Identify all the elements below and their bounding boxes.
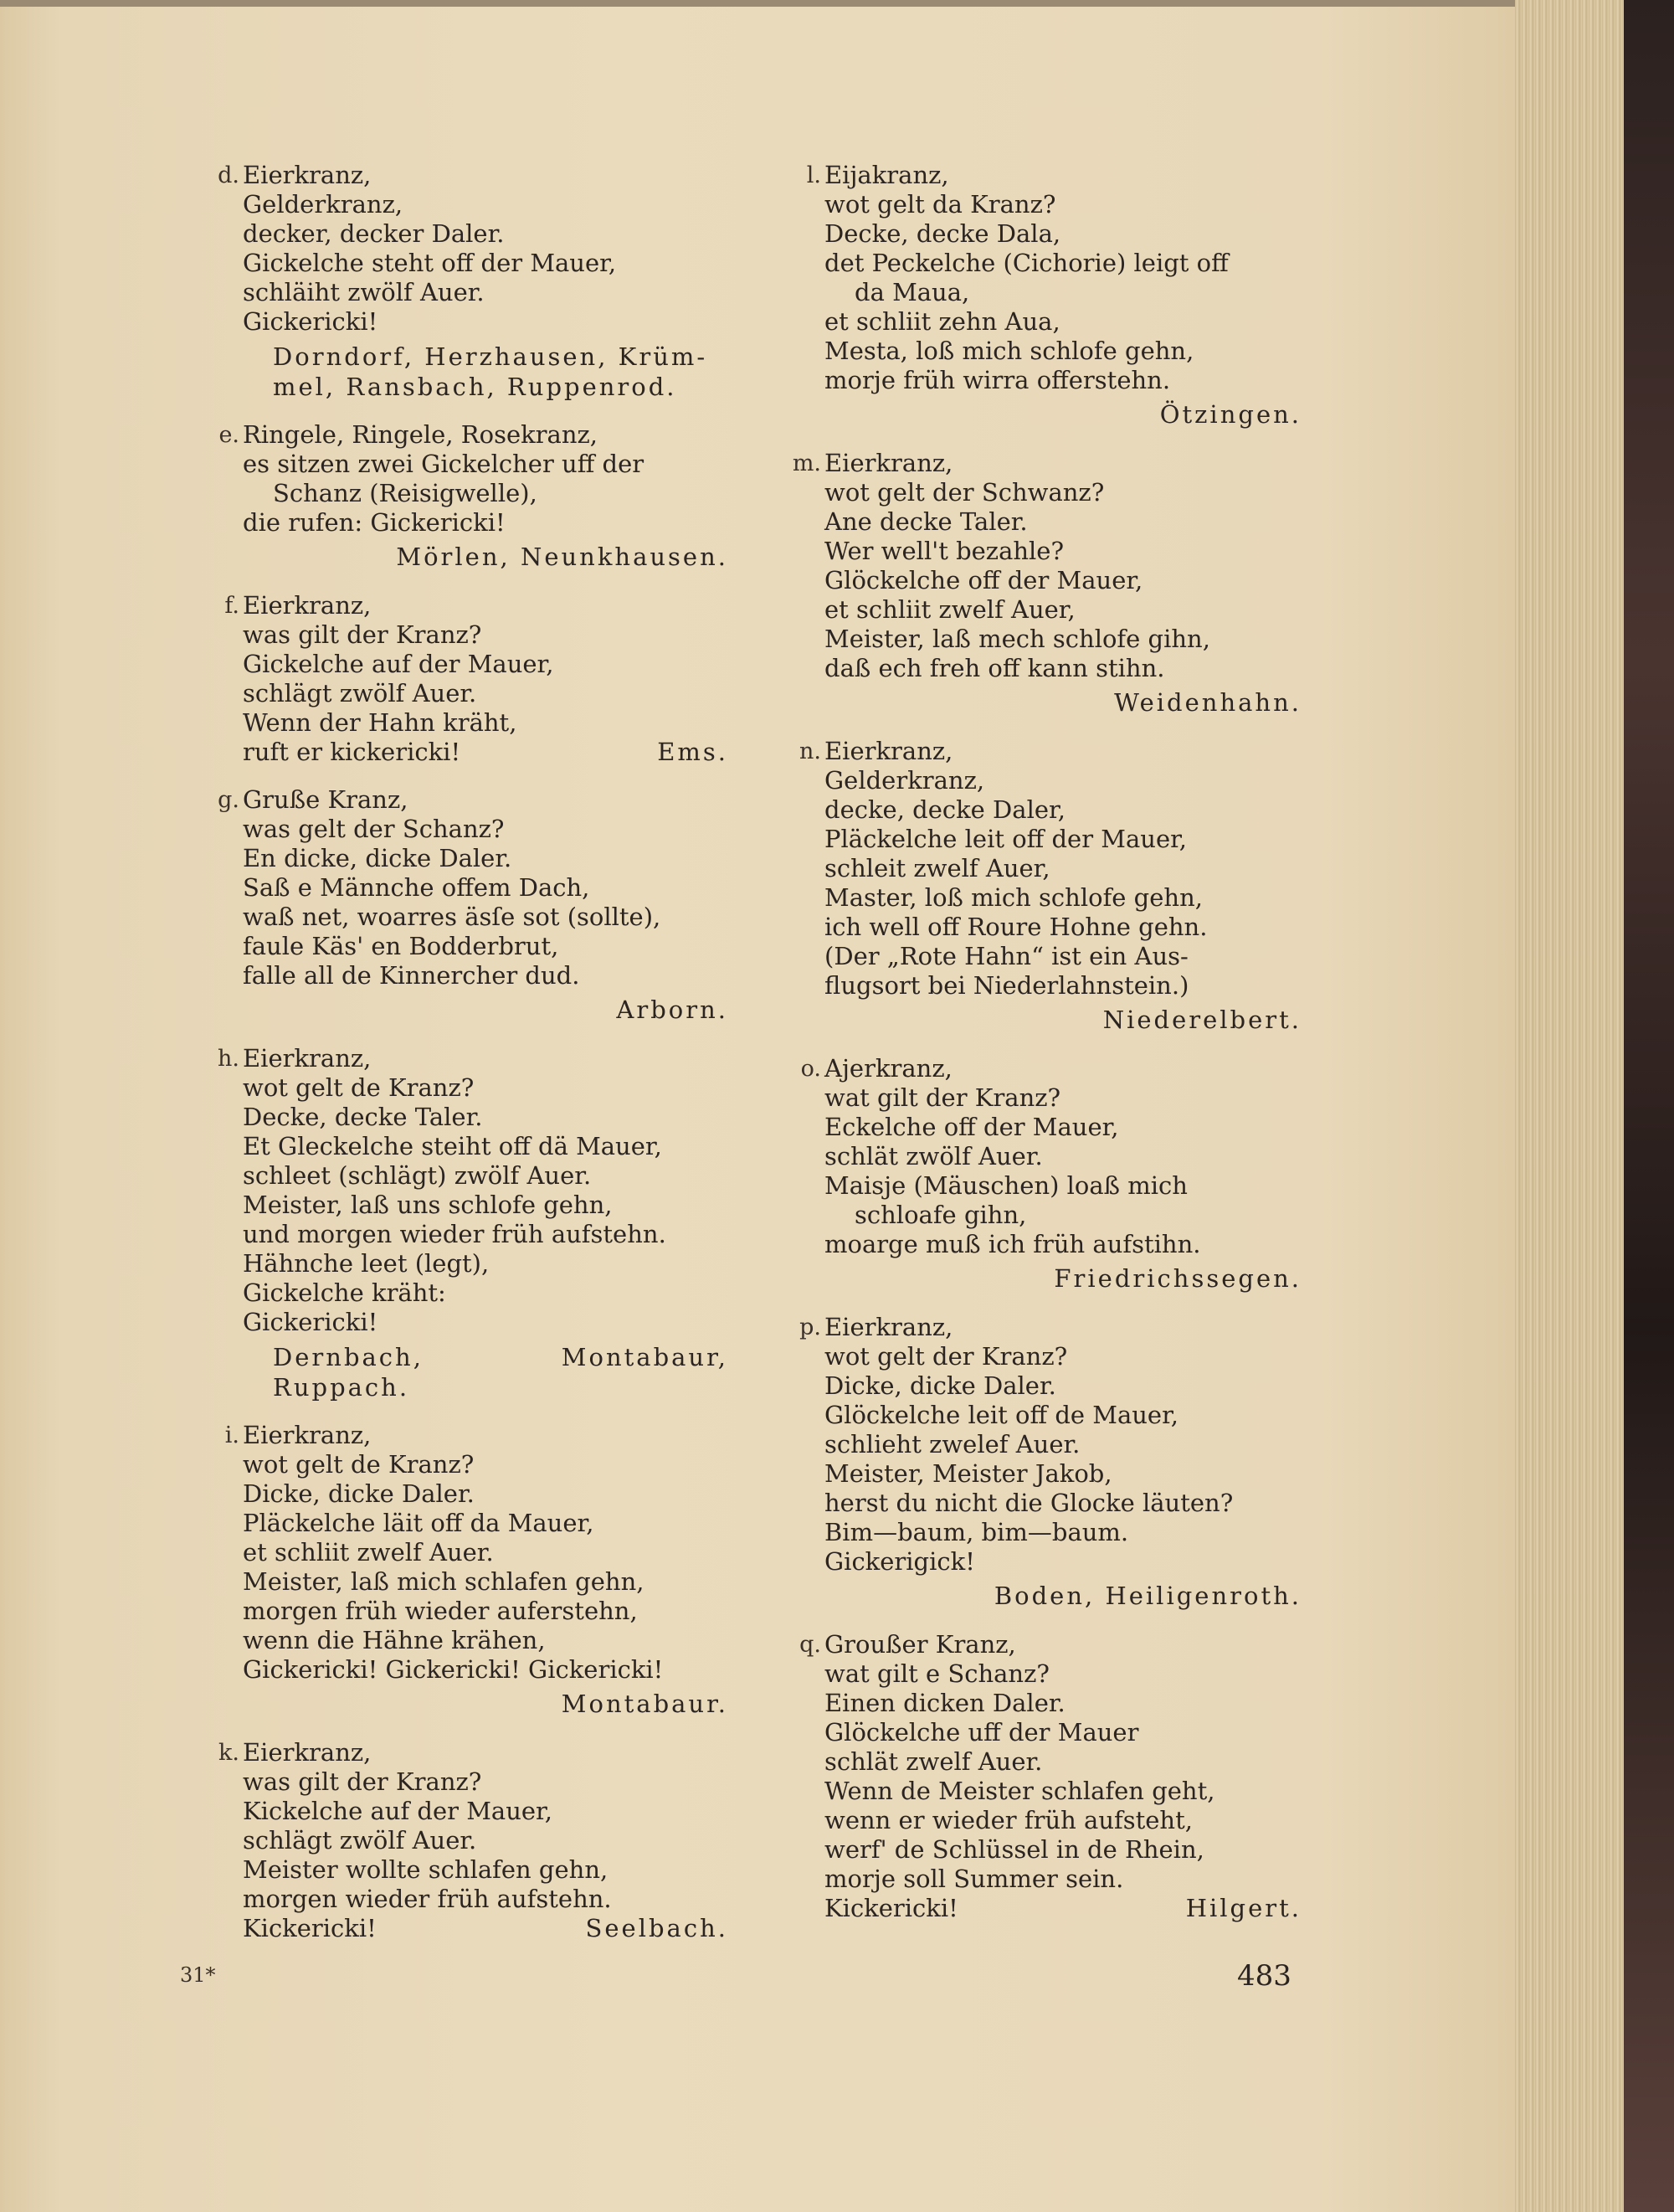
verse-letter: m.: [792, 450, 821, 476]
verse-line: et schliit zwelf Auer,: [824, 595, 1076, 624]
verse-line: En dicke, dicke Daler.: [243, 844, 512, 872]
verse-line: was gilt der Kranz?: [243, 620, 482, 649]
verse-line: waß net, woarres äsſe sot (sollte),: [243, 903, 661, 931]
verse-line: Wenn de Meister schlafen geht,: [824, 1777, 1215, 1805]
verse-line: Gelderkranz,: [824, 766, 985, 795]
verse-line: Eierkranz,: [243, 591, 372, 620]
place-name: Mörlen, Neunkhausen.: [396, 543, 728, 571]
verse-line: Eierkranz,: [243, 1738, 372, 1767]
verse-line: wenn er wieder früh aufsteht,: [824, 1806, 1193, 1834]
verse-line: Wenn der Hahn kräht,: [243, 708, 517, 737]
place-names: [243, 1342, 728, 1372]
verse-letter: n.: [799, 738, 821, 764]
verse-line: da Maua,: [855, 278, 970, 306]
place-name: Arborn.: [616, 995, 728, 1024]
verse-line: Gickelche kräht:: [243, 1278, 446, 1307]
verse-line: wenn die Hähne krähen,: [243, 1626, 546, 1654]
verse-line: Gruße Kranz,: [243, 785, 408, 814]
verse-line: Eijakranz,: [824, 161, 949, 189]
verse-line: schlät zwelf Auer.: [824, 1747, 1043, 1776]
verse-letter: i.: [224, 1422, 239, 1448]
verse-line: Wer well't bezahle?: [824, 537, 1065, 565]
verse-line: Meister, laß mech schlofe gihn,: [824, 625, 1210, 653]
verse-line: Eierkranz,: [824, 737, 953, 765]
verse-line: Glöckelche uff der Mauer: [824, 1718, 1139, 1746]
top-edge: [0, 0, 1553, 7]
verse-line: Eckelche off der Mauer,: [824, 1113, 1119, 1141]
verse-line: Kickericki!: [243, 1914, 377, 1942]
verse-entry: [800, 1054, 1302, 1294]
page-stack-edge: [1515, 0, 1624, 2212]
verse-line: Eierkranz,: [243, 161, 372, 189]
verse-line: Meister, laß uns schlofe gehn,: [243, 1191, 613, 1219]
verse-line: Decke, decke Dala,: [824, 219, 1061, 248]
verse-line: ruft er kickericki!: [243, 738, 461, 766]
verse-line: Saß e Männche offem Dach,: [243, 873, 590, 902]
verse-line: Kickelche auf der Mauer,: [243, 1797, 552, 1825]
verse-letter: h.: [218, 1046, 239, 1072]
verse-line: Schanz (Reisigwelle),: [273, 479, 537, 507]
verse-line: morje früh wirra offerstehn.: [824, 366, 1171, 394]
place-name: Boden, Heiligenroth.: [994, 1582, 1302, 1610]
verse-line: wat gilt e Schanz?: [824, 1659, 1050, 1688]
place-name: Ruppach.: [273, 1373, 410, 1402]
right-column: [792, 161, 1302, 1942]
verse-line: schlieht zwelef Auer.: [824, 1430, 1081, 1458]
verse-line: Maisje (Mäuschen) loaß mich: [824, 1171, 1188, 1200]
verse-line: Eierkranz,: [824, 1313, 953, 1341]
verse-line: falle all de Kinnercher dud.: [243, 961, 580, 990]
verse-line: Eierkranz,: [824, 449, 953, 477]
verse-line: werf' de Schlüssel in de Rhein,: [824, 1835, 1204, 1864]
verse-line: Master, loß mich schlofe gehn,: [824, 883, 1203, 912]
place-name: Dernbach,: [273, 1343, 424, 1371]
verse-line: Glöckelche leit off de Mauer,: [824, 1401, 1178, 1429]
verse-line: Dicke, dicke Daler.: [824, 1371, 1056, 1400]
verse-line: Gickelche auf der Mauer,: [243, 650, 554, 678]
verse-entry: [218, 1044, 728, 1402]
verse-line: faule Käs' en Bodderbrut,: [243, 932, 559, 960]
verse-line-with-place: [243, 738, 728, 767]
place-name: Dorndorf, Herzhausen, Krüm-: [273, 342, 708, 371]
verse-letter: f.: [224, 593, 239, 619]
verse-line: schleit zwelf Auer,: [824, 854, 1050, 882]
verse-entry: [218, 785, 728, 1026]
verse-line: Decke, decke Taler.: [243, 1103, 483, 1131]
place-name: Seelbach.: [585, 1914, 728, 1942]
verse-letter: k.: [218, 1740, 239, 1766]
verse-line: det Peckelche (Cichorie) leigt off: [824, 249, 1229, 277]
verse-line: Meister, Meister Jakob,: [824, 1459, 1112, 1488]
place-name: Ötzingen.: [1159, 400, 1302, 429]
verse-entry: [799, 1313, 1302, 1612]
place-name: Friedrichssegen.: [1054, 1264, 1302, 1293]
verse-line: Kickericki!: [824, 1894, 958, 1922]
verse-line: wat gilt der Kranz?: [824, 1083, 1061, 1112]
verse-line: herst du nicht die Glocke läuten?: [824, 1489, 1234, 1517]
verse-entry: [224, 1421, 728, 1720]
verse-line: Mesta, loß mich schlofe gehn,: [824, 337, 1194, 365]
verse-letter: o.: [800, 1056, 821, 1082]
verse-line: schlät zwölf Auer.: [824, 1142, 1043, 1170]
verse-line: (Der „Rote Hahn“ ist ein Aus-: [824, 942, 1189, 970]
verse-line: Glöckelche off der Mauer,: [824, 566, 1143, 594]
verse-line: es sitzen zwei Gickelcher uff der: [243, 450, 644, 478]
verse-line: Meister, laß mich schlafen gehn,: [243, 1567, 644, 1596]
verse-line: Eierkranz,: [243, 1044, 372, 1073]
verse-line: Gickericki!: [243, 1308, 378, 1336]
verse-line: und morgen wieder früh aufstehn.: [243, 1220, 666, 1248]
verse-entry: [799, 1630, 1302, 1923]
verse-line: Ane decke Taler.: [824, 507, 1028, 536]
verse-entry: [218, 1738, 728, 1943]
verse-line: Bim—baum, bim—baum.: [824, 1518, 1129, 1546]
place-name: Niederelbert.: [1102, 1006, 1302, 1034]
verse-line: moarge muß ich früh aufstihn.: [824, 1230, 1201, 1258]
book-cover: [1624, 0, 1674, 2212]
verse-line: Eierkranz,: [243, 1421, 372, 1449]
verse-letter: e.: [218, 422, 239, 448]
signature-mark: 31*: [180, 1963, 216, 1987]
verse-letter: p.: [799, 1314, 821, 1340]
verse-line: morje soll Summer sein.: [824, 1865, 1124, 1893]
verse-letter: d.: [218, 162, 239, 188]
verse-line: was gelt der Schanz?: [243, 815, 505, 843]
place-name: Hilgert.: [1185, 1894, 1302, 1922]
verse-line: wot gelt der Kranz?: [824, 1342, 1068, 1371]
verse-line: et schliit zehn Aua,: [824, 307, 1060, 336]
verse-line: Pläckelche läit off da Mauer,: [243, 1509, 594, 1537]
verse-line: die rufen: Gickericki!: [243, 508, 506, 537]
place-name: Montabaur,: [561, 1343, 728, 1371]
page-number: 483: [1237, 1959, 1291, 1993]
verse-line: decker, decker Daler.: [243, 219, 505, 248]
verse-line: Ajerkranz,: [824, 1054, 953, 1083]
verse-line: Einen dicken Daler.: [824, 1689, 1066, 1717]
verse-line: morgen wieder früh aufstehn.: [243, 1885, 612, 1913]
verse-line: schlägt zwölf Auer.: [243, 1826, 477, 1854]
verse-line: Groußer Kranz,: [824, 1630, 1016, 1659]
verse-line: schleet (schlägt) zwölf Auer.: [243, 1161, 592, 1190]
left-column: [218, 161, 728, 1962]
verse-entry: [799, 737, 1302, 1036]
verse-entry: [792, 449, 1302, 718]
verse-line-with-place: [243, 1914, 728, 1943]
verse-line: Hähnche leet (legt),: [243, 1249, 490, 1278]
verse-entry: [224, 591, 728, 767]
verse-line: Pläckelche leit off der Mauer,: [824, 825, 1188, 853]
place-name: Montabaur.: [561, 1690, 728, 1718]
place-name: Weidenhahn.: [1114, 688, 1302, 717]
verse-line: wot gelt de Kranz?: [243, 1073, 475, 1102]
verse-line-with-place: [824, 1894, 1302, 1923]
verse-line: ich well off Roure Hohne gehn.: [824, 913, 1208, 941]
verse-line: Meister wollte schlafen gehn,: [243, 1855, 608, 1884]
verse-line: Ringele, Ringele, Rosekranz,: [243, 420, 598, 449]
verse-line: daß ech freh off kann stihn.: [824, 654, 1165, 682]
verse-letter: q.: [799, 1632, 821, 1658]
verse-line: was gilt der Kranz?: [243, 1767, 482, 1796]
verse-line: Gickerigick!: [824, 1547, 975, 1576]
verse-line: Gickericki! Gickericki! Gickericki!: [243, 1655, 664, 1684]
verse-entry: [218, 420, 728, 573]
verse-line: et schliit zwelf Auer.: [243, 1538, 494, 1566]
verse-line: wot gelt de Kranz?: [243, 1450, 475, 1479]
verse-line: morgen früh wieder auferstehn,: [243, 1597, 638, 1625]
verse-line: Gickericki!: [243, 307, 378, 336]
place-name: mel, Ransbach, Ruppenrod.: [273, 373, 677, 401]
verse-line: decke, decke Daler,: [824, 795, 1066, 824]
verse-line: Gelderkranz,: [243, 190, 403, 219]
verse-line: wot gelt da Kranz?: [824, 190, 1056, 219]
verse-line: schloafe gihn,: [855, 1201, 1027, 1229]
verse-line: schläiht zwölf Auer.: [243, 278, 485, 306]
verse-line: Gickelche steht off der Mauer,: [243, 249, 617, 277]
place-name: Ems.: [657, 738, 728, 766]
verse-line: Et Gleckelche steiht off dä Mauer,: [243, 1132, 662, 1160]
verse-entry: [806, 161, 1302, 430]
verse-line: schlägt zwölf Auer.: [243, 679, 477, 707]
verse-line: Dicke, dicke Daler.: [243, 1479, 475, 1508]
verse-entry: [218, 161, 728, 402]
verse-letter: g.: [218, 787, 239, 813]
verse-letter: l.: [806, 162, 821, 188]
verse-line: flugsort bei Niederlahnstein.): [824, 971, 1189, 1000]
verse-line: wot gelt der Schwanz?: [824, 478, 1105, 507]
